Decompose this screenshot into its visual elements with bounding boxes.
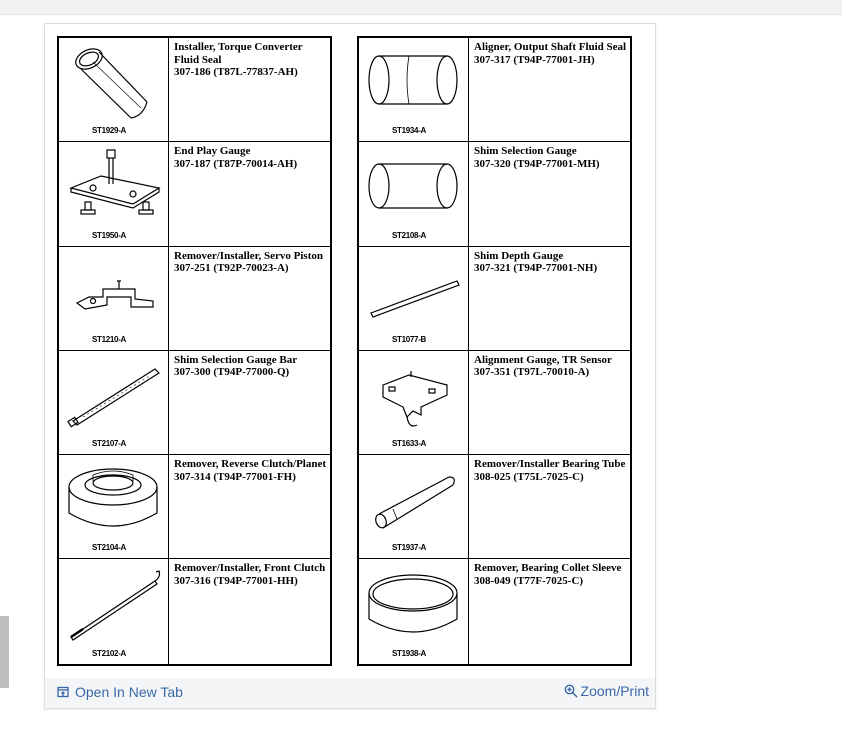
tr-sensor-bracket-icon (363, 355, 463, 435)
illustration-code: ST1210-A (91, 334, 127, 344)
illustration-code: ST1938-A (391, 648, 427, 658)
tool-illustration-cell (59, 351, 169, 454)
tool-description (474, 250, 630, 275)
seal-aligner-cylinder-icon (363, 42, 463, 122)
tool-illustration-cell (359, 455, 469, 558)
browser-top-bar (0, 0, 842, 15)
tool-illustration-cell (359, 142, 469, 245)
tool-row (359, 247, 630, 351)
tool-name: End Play Gauge (174, 145, 251, 158)
tool-illustration-cell (59, 247, 169, 350)
collet-sleeve-ring-icon (363, 563, 463, 643)
tool-number: 307-251 (T92P-70023-A) (174, 262, 289, 275)
tool-number: 307-316 (T94P-77001-HH) (174, 574, 298, 587)
seal-installer-tube-icon (63, 42, 163, 122)
tool-illustration-cell (59, 38, 169, 141)
tool-row (59, 247, 330, 351)
tool-illustration-cell (359, 247, 469, 350)
tool-name: Shim Selection Gauge (474, 145, 577, 158)
tool-description (474, 41, 630, 66)
tool-illustration-cell (59, 455, 169, 558)
tool-illustration-cell (359, 351, 469, 454)
tool-illustration-cell (359, 38, 469, 141)
illustration-code: ST2102-A (91, 648, 127, 658)
front-clutch-rod-icon (63, 563, 163, 643)
tool-description (174, 562, 330, 587)
image-actions-bar (45, 678, 655, 708)
tool-row (59, 38, 330, 142)
zoom-print-link[interactable] (564, 683, 649, 699)
tool-row (359, 38, 630, 142)
tool-illustration-cell (359, 559, 469, 663)
tool-number: 307-314 (T94P-77001-FH) (174, 470, 296, 483)
tools-table-left (57, 36, 332, 666)
zoom-print-label: Zoom/Print (580, 683, 649, 699)
open-in-new-tab-link[interactable] (57, 684, 183, 700)
illustration-code: ST1633-A (391, 439, 427, 449)
tool-name: Remover, Bearing Collet Sleeve (474, 562, 622, 575)
special-tools-figure (57, 36, 645, 668)
end-play-gauge-icon (63, 146, 163, 226)
tool-description (474, 562, 630, 587)
tool-row (359, 351, 630, 455)
illustration-code: ST2108-A (391, 230, 427, 240)
tool-row (59, 559, 330, 663)
shim-gauge-cylinder-icon (363, 146, 463, 226)
tool-row (59, 455, 330, 559)
tool-description (474, 145, 630, 170)
tool-description (474, 458, 630, 483)
tool-name: Remover/Installer, Servo Piston (174, 249, 323, 262)
illustration-code: ST1077-B (391, 334, 427, 344)
illustration-code: ST1929-A (91, 126, 127, 136)
scrollbar-thumb[interactable] (0, 616, 9, 688)
tool-description (174, 145, 330, 170)
tool-name: Installer, Torque Converter Fluid Seal (174, 41, 303, 66)
image-viewer-card (44, 23, 656, 709)
servo-piston-tool-icon (63, 251, 163, 331)
open-in-new-tab-label: Open In New Tab (75, 684, 183, 700)
tool-name: Shim Depth Gauge (474, 249, 564, 262)
illustration-code: ST1937-A (391, 543, 427, 553)
tool-illustration-cell (59, 559, 169, 663)
tool-row (359, 142, 630, 246)
tool-illustration-cell (59, 142, 169, 245)
bearing-tube-icon (363, 459, 463, 539)
tool-number: 307-351 (T97L-70010-A) (474, 366, 590, 379)
tool-name: Remover/Installer, Front Clutch (174, 562, 326, 575)
tool-row (59, 142, 330, 246)
illustration-code: ST1950-A (91, 230, 127, 240)
gauge-bar-icon (63, 355, 163, 435)
tool-name: Aligner, Output Shaft Fluid Seal (474, 41, 627, 53)
tool-name: Shim Selection Gauge Bar (174, 353, 298, 366)
tool-description (174, 354, 330, 379)
tool-number: 307-317 (T94P-77001-JH) (474, 53, 595, 66)
tool-description (174, 250, 330, 275)
tool-name: Alignment Gauge, TR Sensor (474, 353, 612, 366)
tool-description (474, 354, 630, 379)
tool-row (59, 351, 330, 455)
clutch-remover-ring-icon (63, 459, 163, 539)
tool-number: 308-025 (T75L-7025-C) (474, 470, 584, 483)
tool-name: Remover/Installer Bearing Tube (474, 458, 626, 471)
illustration-code: ST1934-A (391, 126, 427, 136)
tool-row (359, 455, 630, 559)
tool-number: 307-186 (T87L-77837-AH) (174, 66, 298, 78)
tool-number: 307-321 (T94P-77001-NH) (474, 262, 598, 275)
open-tab-icon (57, 686, 69, 698)
illustration-code: ST2107-A (91, 439, 127, 449)
tool-number: 307-187 (T87P-70014-AH) (174, 157, 298, 170)
tool-description (174, 41, 330, 79)
tool-number: 307-300 (T94P-77000-Q) (174, 366, 290, 379)
tool-description (174, 458, 330, 483)
tool-row (359, 559, 630, 663)
zoom-icon (564, 684, 578, 698)
tool-number: 308-049 (T77F-7025-C) (474, 574, 584, 587)
tool-number: 307-320 (T94P-77001-MH) (474, 157, 600, 170)
depth-gauge-rod-icon (363, 251, 463, 331)
tools-table-right (357, 36, 632, 666)
illustration-code: ST2104-A (91, 543, 127, 553)
tool-name: Remover, Reverse Clutch/Planet (174, 458, 327, 471)
